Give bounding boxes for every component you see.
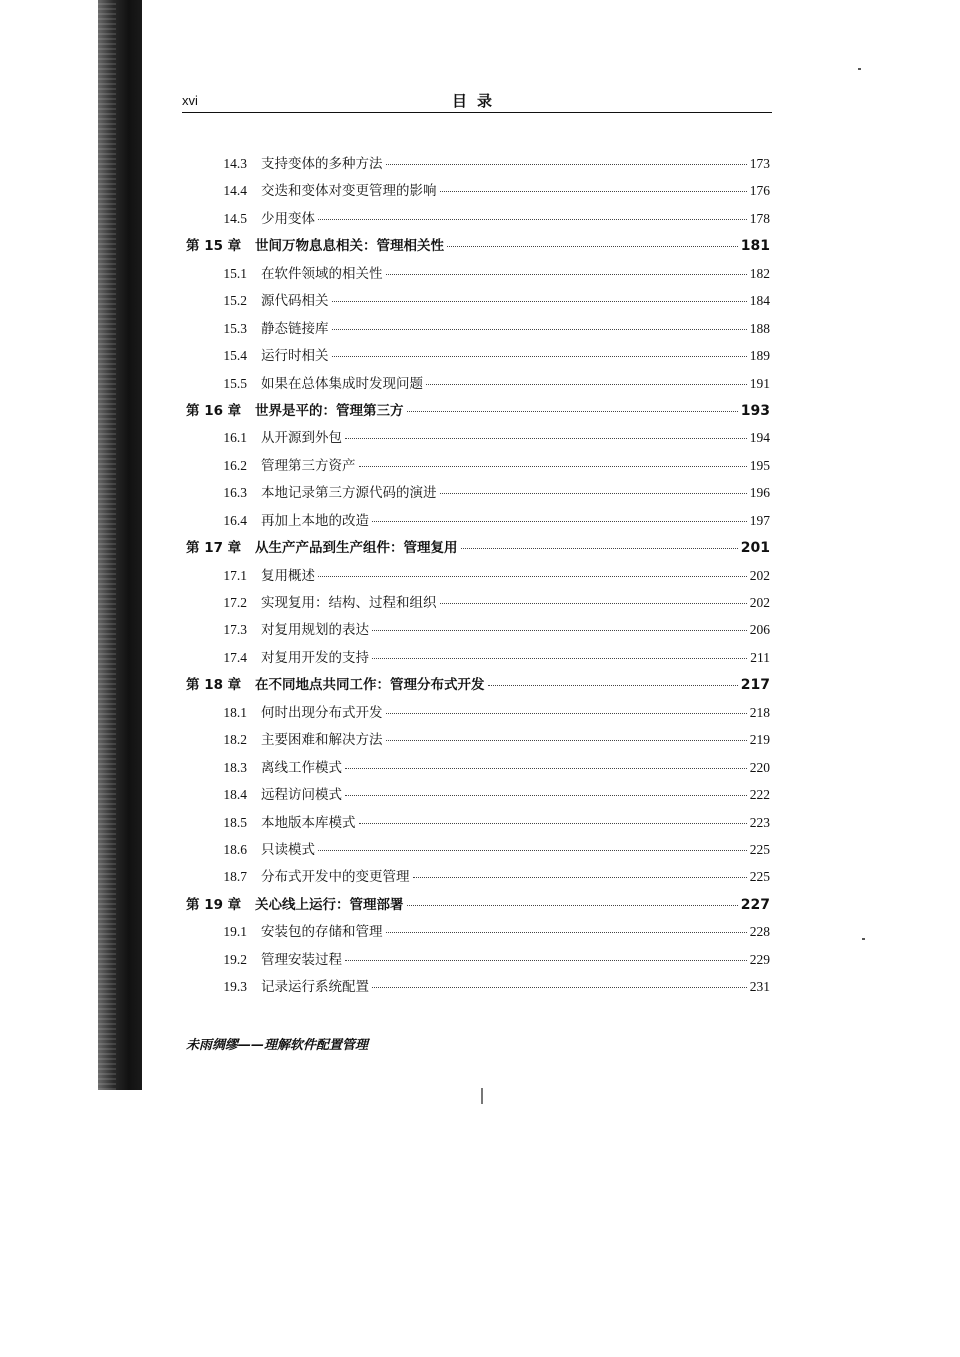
toc-dot-leader (386, 932, 747, 933)
toc-entry-page: 227 (740, 896, 770, 913)
toc-entry-number: 第 17 章 (186, 540, 242, 557)
toc-entry-page: 197 (749, 512, 770, 528)
toc-section-entry[interactable] (186, 564, 770, 591)
toc-entry-page: 202 (749, 595, 770, 610)
toc-entry-page: 211 (750, 649, 770, 665)
toc-section-entry[interactable] (186, 701, 770, 728)
toc-entry-number: 16.1 (223, 430, 247, 446)
toc-entry-title: 如果在总体集成时发现问题 (261, 375, 423, 392)
toc-section-entry[interactable] (186, 948, 770, 975)
toc-entry-page: 196 (749, 485, 770, 501)
toc-dot-leader (372, 521, 747, 522)
toc-entry-page: 229 (749, 951, 770, 967)
toc-entry-page: 225 (749, 841, 770, 857)
toc-chapter-entry[interactable] (186, 234, 770, 261)
toc-entry-title: 从生产产品到生产组件：管理复用 (255, 540, 458, 557)
toc-entry-page: 188 (749, 320, 770, 336)
toc-entry-number: 15.3 (223, 320, 247, 336)
toc-section-entry[interactable] (186, 179, 770, 206)
toc-dot-leader (318, 219, 747, 220)
toc-entry-title: 世界是平的：管理第三方 (255, 402, 404, 419)
toc-dot-leader (407, 905, 738, 906)
toc-dot-leader (413, 877, 747, 878)
toc-dot-leader (359, 823, 747, 824)
toc-entry-number: 15.1 (223, 265, 247, 281)
toc-entry-title: 复用概述 (261, 567, 315, 584)
toc-chapter-entry[interactable] (186, 893, 770, 920)
toc-dot-leader (332, 356, 747, 357)
toc-dot-leader (372, 987, 747, 988)
toc-entry-page: 173 (749, 156, 770, 171)
toc-entry-number: 第 16 章 (186, 402, 242, 419)
toc-dot-leader (332, 301, 747, 302)
toc-entry-number: 15.5 (223, 375, 247, 391)
toc-entry-title: 本地记录第三方源代码的演进 (261, 485, 437, 502)
scan-speck (862, 938, 865, 940)
toc-section-entry[interactable] (186, 289, 770, 316)
toc-entry-title: 再加上本地的改造 (261, 512, 369, 529)
toc-dot-leader (332, 329, 747, 330)
toc-entry-number: 17.1 (223, 567, 247, 583)
toc-entry-number: 17.3 (223, 622, 247, 638)
toc-entry-title: 交迭和变体对变更管理的影响 (261, 183, 437, 200)
toc-entry-title: 从开源到外包 (261, 430, 342, 447)
toc-chapter-entry[interactable] (186, 673, 770, 700)
toc-dot-leader (372, 630, 747, 631)
toc-section-entry[interactable] (186, 481, 770, 508)
toc-entry-number: 18.1 (223, 704, 247, 720)
toc-section-entry[interactable] (186, 152, 770, 179)
toc-entry-number: 17.4 (223, 649, 247, 665)
toc-entry-title: 关心线上运行：管理部署 (255, 896, 404, 913)
toc-section-entry[interactable] (186, 372, 770, 399)
toc-entry-title: 远程访问模式 (261, 787, 342, 804)
toc-dot-leader (386, 713, 747, 714)
footer-book-title: 未雨绸缪——理解软件配置管理 (186, 1038, 369, 1053)
toc-entry-number: 第 19 章 (186, 896, 242, 913)
toc-entry-number: 第 18 章 (186, 677, 242, 694)
toc-entry-number: 18.7 (223, 869, 247, 885)
toc-dot-leader (345, 795, 747, 796)
toc-entry-number: 18.2 (223, 732, 247, 748)
toc-entry-title: 管理安装过程 (261, 951, 342, 968)
toc-dot-leader (440, 493, 747, 494)
toc-entry-title: 本地版本库模式 (261, 814, 356, 831)
toc-section-entry[interactable] (186, 728, 770, 755)
toc-entry-number: 14.3 (223, 156, 247, 171)
table-of-contents (186, 152, 770, 1003)
toc-dot-leader (407, 411, 738, 412)
toc-section-entry[interactable] (186, 509, 770, 536)
toc-section-entry[interactable] (186, 344, 770, 371)
toc-dot-leader (440, 603, 747, 604)
toc-entry-number: 18.4 (223, 787, 247, 803)
toc-entry-page: 195 (749, 457, 770, 473)
toc-section-entry[interactable] (186, 262, 770, 289)
toc-section-entry[interactable] (186, 426, 770, 453)
toc-entry-number: 19.1 (223, 924, 247, 940)
toc-section-entry[interactable] (186, 618, 770, 645)
toc-entry-page: 228 (749, 924, 770, 940)
toc-entry-title: 安装包的存储和管理 (261, 924, 383, 941)
toc-entry-title: 支持变体的多种方法 (261, 156, 383, 172)
toc-entry-page: 194 (749, 430, 770, 446)
toc-entry-title: 实现复用：结构、过程和组织 (261, 595, 437, 611)
toc-entry-number: 第 15 章 (186, 238, 242, 255)
toc-dot-leader (318, 850, 747, 851)
toc-entry-page: 189 (749, 348, 770, 364)
toc-section-entry[interactable] (186, 838, 770, 865)
toc-entry-page: 231 (749, 979, 770, 995)
toc-chapter-entry[interactable] (186, 536, 770, 563)
toc-entry-page: 184 (749, 293, 770, 309)
toc-section-entry[interactable] (186, 783, 770, 810)
toc-dot-leader (372, 658, 747, 659)
toc-entry-number: 19.2 (223, 951, 247, 967)
toc-entry-number: 16.3 (223, 485, 247, 501)
toc-entry-number: 15.4 (223, 348, 247, 364)
toc-entry-page: 223 (749, 814, 770, 830)
toc-dot-leader (359, 466, 747, 467)
toc-dot-leader (386, 164, 747, 165)
toc-entry-page: 176 (749, 183, 770, 199)
toc-entry-page: 217 (740, 677, 770, 694)
toc-entry-page: 220 (749, 759, 770, 775)
toc-entry-title: 何时出现分布式开发 (261, 704, 383, 721)
toc-section-entry[interactable] (186, 920, 770, 947)
toc-entry-number: 18.3 (223, 759, 247, 775)
toc-entry-page: 193 (740, 402, 770, 419)
toc-section-entry[interactable] (186, 646, 770, 673)
toc-dot-leader (345, 438, 747, 439)
toc-entry-title: 主要困难和解决方法 (261, 732, 383, 749)
toc-entry-title: 在不同地点共同工作：管理分布式开发 (255, 677, 485, 694)
toc-entry-number: 16.2 (223, 457, 247, 473)
toc-entry-number: 18.5 (223, 814, 247, 830)
toc-entry-number: 19.3 (223, 979, 247, 995)
toc-entry-title: 运行时相关 (261, 348, 329, 365)
toc-dot-leader (461, 548, 738, 549)
toc-entry-number: 15.2 (223, 293, 247, 309)
toc-dot-leader (488, 685, 738, 686)
toc-entry-title: 源代码相关 (261, 293, 329, 310)
toc-entry-title: 离线工作模式 (261, 759, 342, 776)
toc-entry-page: 178 (749, 210, 770, 226)
toc-entry-title: 对复用开发的支持 (261, 649, 369, 666)
page-number: xvi (182, 93, 198, 108)
toc-section-entry[interactable] (186, 207, 770, 234)
header-title: 目录 (452, 92, 503, 110)
toc-entry-page: 218 (749, 704, 770, 720)
toc-dot-leader (386, 274, 747, 275)
scan-binding-edge (98, 0, 142, 1090)
toc-entry-page: 206 (749, 622, 770, 638)
toc-entry-title: 记录运行系统配置 (261, 979, 369, 996)
toc-dot-leader (440, 191, 747, 192)
page-header (182, 88, 772, 113)
toc-chapter-entry[interactable] (186, 399, 770, 426)
toc-section-entry[interactable] (186, 811, 770, 838)
toc-section-entry[interactable] (186, 865, 770, 892)
toc-section-entry[interactable] (186, 454, 770, 481)
toc-dot-leader (447, 246, 738, 247)
toc-entry-title: 只读模式 (261, 841, 315, 858)
scan-speck (858, 68, 861, 70)
scan-mark (481, 1088, 483, 1104)
toc-entry-number: 18.6 (223, 841, 247, 857)
toc-section-entry[interactable] (186, 975, 770, 1002)
toc-entry-number: 16.4 (223, 512, 247, 528)
toc-entry-page: 181 (740, 238, 770, 255)
toc-dot-leader (386, 740, 747, 741)
toc-entry-title: 在软件领域的相关性 (261, 265, 383, 282)
toc-entry-title: 静态链接库 (261, 320, 329, 337)
toc-dot-leader (318, 576, 747, 577)
toc-entry-page: 182 (749, 265, 770, 281)
toc-entry-number: 14.5 (223, 210, 247, 226)
toc-entry-title: 少用变体 (261, 210, 315, 227)
toc-entry-page: 202 (749, 567, 770, 583)
toc-entry-page: 225 (749, 869, 770, 885)
toc-entry-number: 14.4 (223, 183, 247, 199)
toc-entry-title: 对复用规划的表达 (261, 622, 369, 639)
toc-section-entry[interactable] (186, 317, 770, 344)
toc-entry-title: 分布式开发中的变更管理 (261, 869, 410, 886)
toc-entry-page: 219 (749, 732, 770, 748)
toc-entry-page: 201 (740, 540, 770, 557)
toc-entry-page: 222 (749, 787, 770, 803)
toc-entry-title: 世间万物息息相关：管理相关性 (255, 238, 444, 255)
toc-dot-leader (345, 960, 747, 961)
toc-entry-page: 191 (749, 375, 770, 391)
toc-entry-title: 管理第三方资产 (261, 457, 356, 474)
toc-dot-leader (426, 384, 747, 385)
toc-entry-number: 17.2 (223, 595, 247, 610)
toc-dot-leader (345, 768, 747, 769)
toc-section-entry[interactable] (186, 756, 770, 783)
toc-section-entry[interactable] (186, 591, 770, 618)
